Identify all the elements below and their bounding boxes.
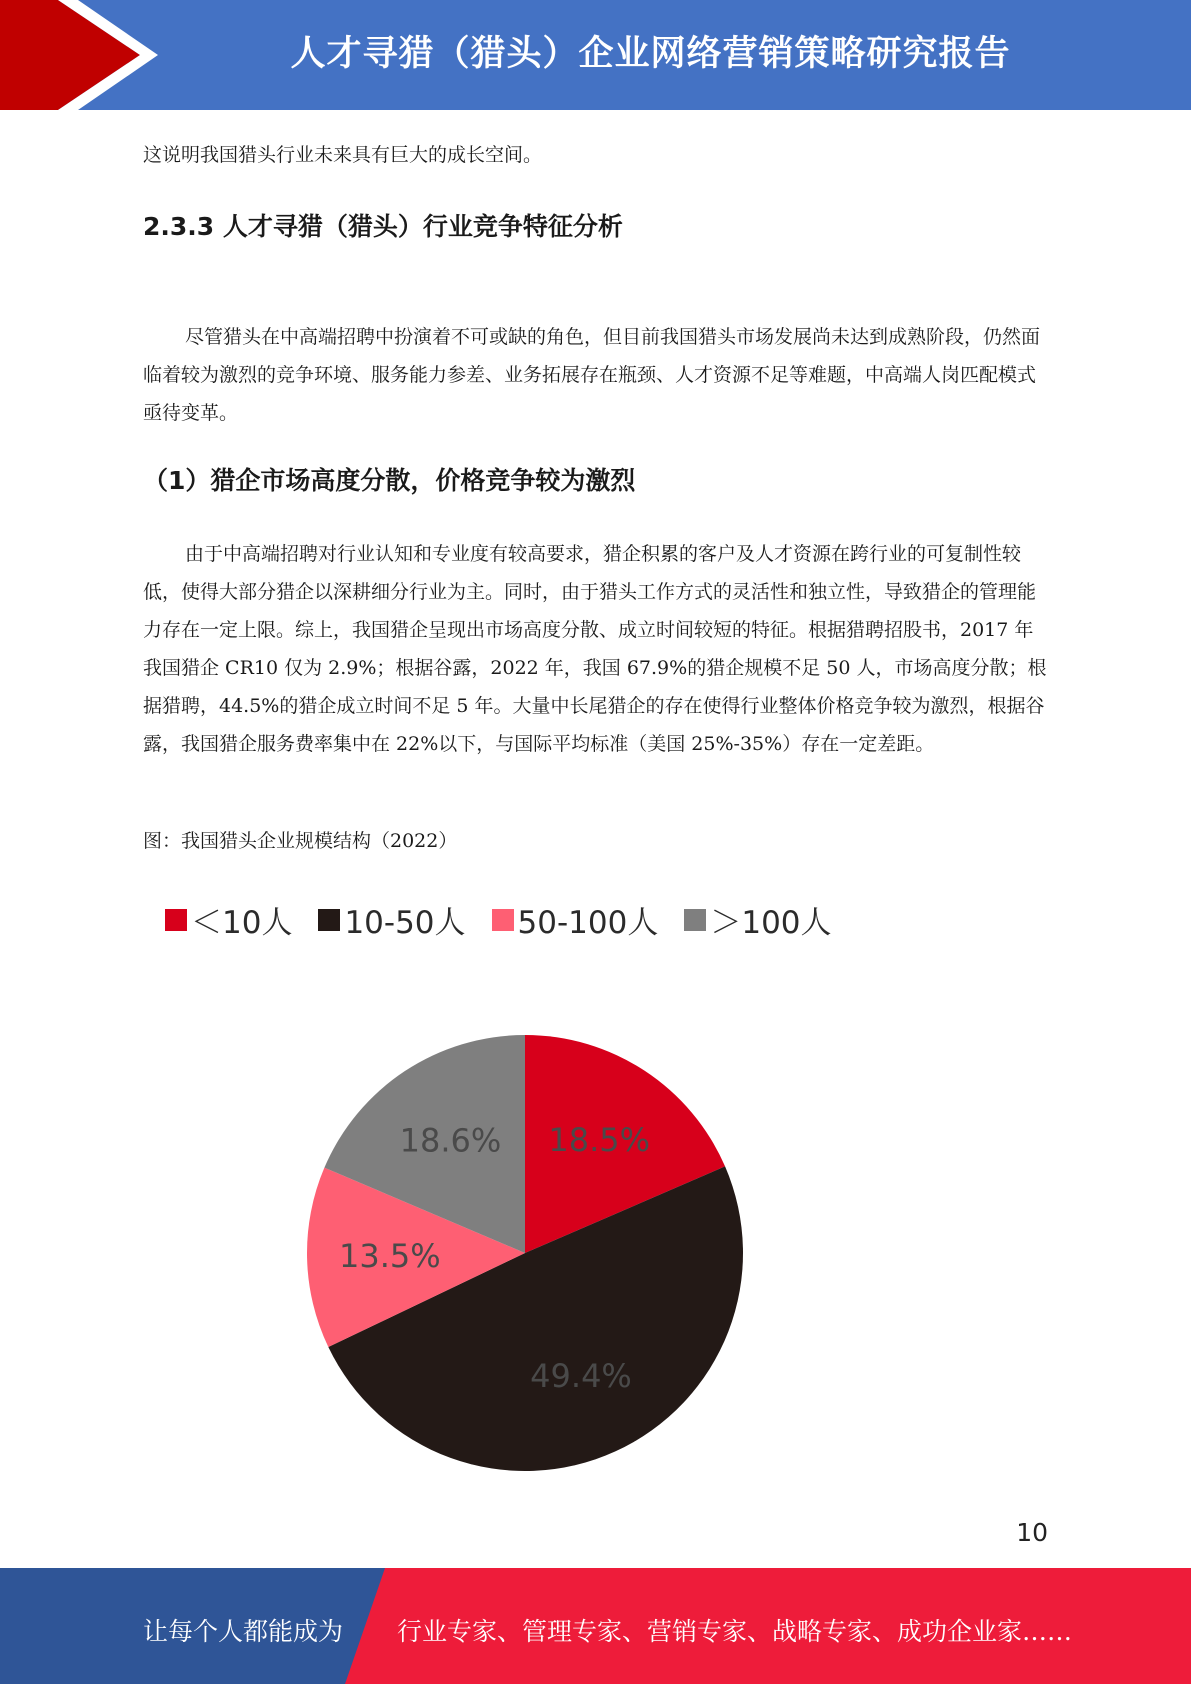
- page-footer: [0, 1568, 1191, 1684]
- legend-label: ＞100人: [710, 905, 832, 941]
- paragraph-2: 由于中高端招聘对行业认知和专业度有较高要求，猎企积累的客户及人才资源在跨行业的可复制性较低，使得大部分猎企以深耕细分行业为主。同时，由于猎头工作方式的灵活性和独立性，导致猎企的管理能力存在一定上限。综上，我国猎企呈现出市场高度分散、成立时间较短的特征。根据猎聘招股书，2017 年我国猎企 CR10 仅为 2.9%；根据谷露，2022 年，我国 67.9%的猎企规模不足 50 人，市场高度分散；根据猎聘，44.5%的猎企成立时间不足 5 年。大量中长尾猎企的存在使得行业整体价格竞争较为激烈，根据谷露，我国猎企服务费率集中在 22%以下，与国际平均标准（美国 25%-35%）存在一定差距。: [143, 543, 1047, 755]
- intro-text: 这说明我国猎头行业未来具有巨大的成长空间。: [143, 144, 543, 166]
- footer-slogan-left: 让每个人都能成为: [143, 1617, 344, 1646]
- legend-swatch: [318, 909, 340, 931]
- legend-swatch: [165, 909, 187, 931]
- legend-label: 50-100人: [517, 905, 659, 941]
- legend-item-over-100: [684, 897, 831, 942]
- slice-data-label: 18.6%: [399, 1121, 502, 1160]
- subsection-heading: （1）猎企市场高度分散，价格竞争较为激烈: [143, 466, 636, 495]
- slice-data-label: 49.4%: [530, 1357, 632, 1396]
- report-title: 人才寻猎（猎头）企业网络营销策略研究报告: [290, 34, 1011, 74]
- legend-swatch: [684, 909, 706, 931]
- legend-label: ＜10人: [191, 905, 293, 941]
- slice-data-label: 13.5%: [339, 1236, 441, 1275]
- legend-item-under-10: [165, 897, 292, 942]
- chart-legend: [165, 897, 858, 942]
- legend-swatch: [492, 909, 514, 931]
- page-number: 10: [1016, 1518, 1048, 1547]
- section-heading: 2.3.3 人才寻猎（猎头）行业竞争特征分析: [143, 212, 623, 241]
- legend-item-10-50: [318, 897, 465, 942]
- legend-item-50-100: [492, 897, 659, 942]
- header-chevron-decoration: [0, 0, 160, 110]
- paragraph-1: 尽管猎头在中高端招聘中扮演着不可或缺的角色，但目前我国猎头市场发展尚未达到成熟阶段，仍然面临着较为激烈的竞争环境、服务能力参差、业务拓展存在瓶颈、人才资源不足等难题，中高端人岗匹配模式亟待变革。: [143, 326, 1041, 424]
- figure-caption: 图：我国猎头企业规模结构（2022）: [143, 830, 458, 852]
- footer-slogan-right: 行业专家、管理专家、营销专家、战略专家、成功企业家……: [397, 1617, 1073, 1646]
- page-header: [0, 0, 1191, 110]
- pie-chart: [290, 1020, 750, 1480]
- slice-data-label: 18.5%: [548, 1121, 651, 1160]
- legend-label: 10-50人: [344, 905, 466, 941]
